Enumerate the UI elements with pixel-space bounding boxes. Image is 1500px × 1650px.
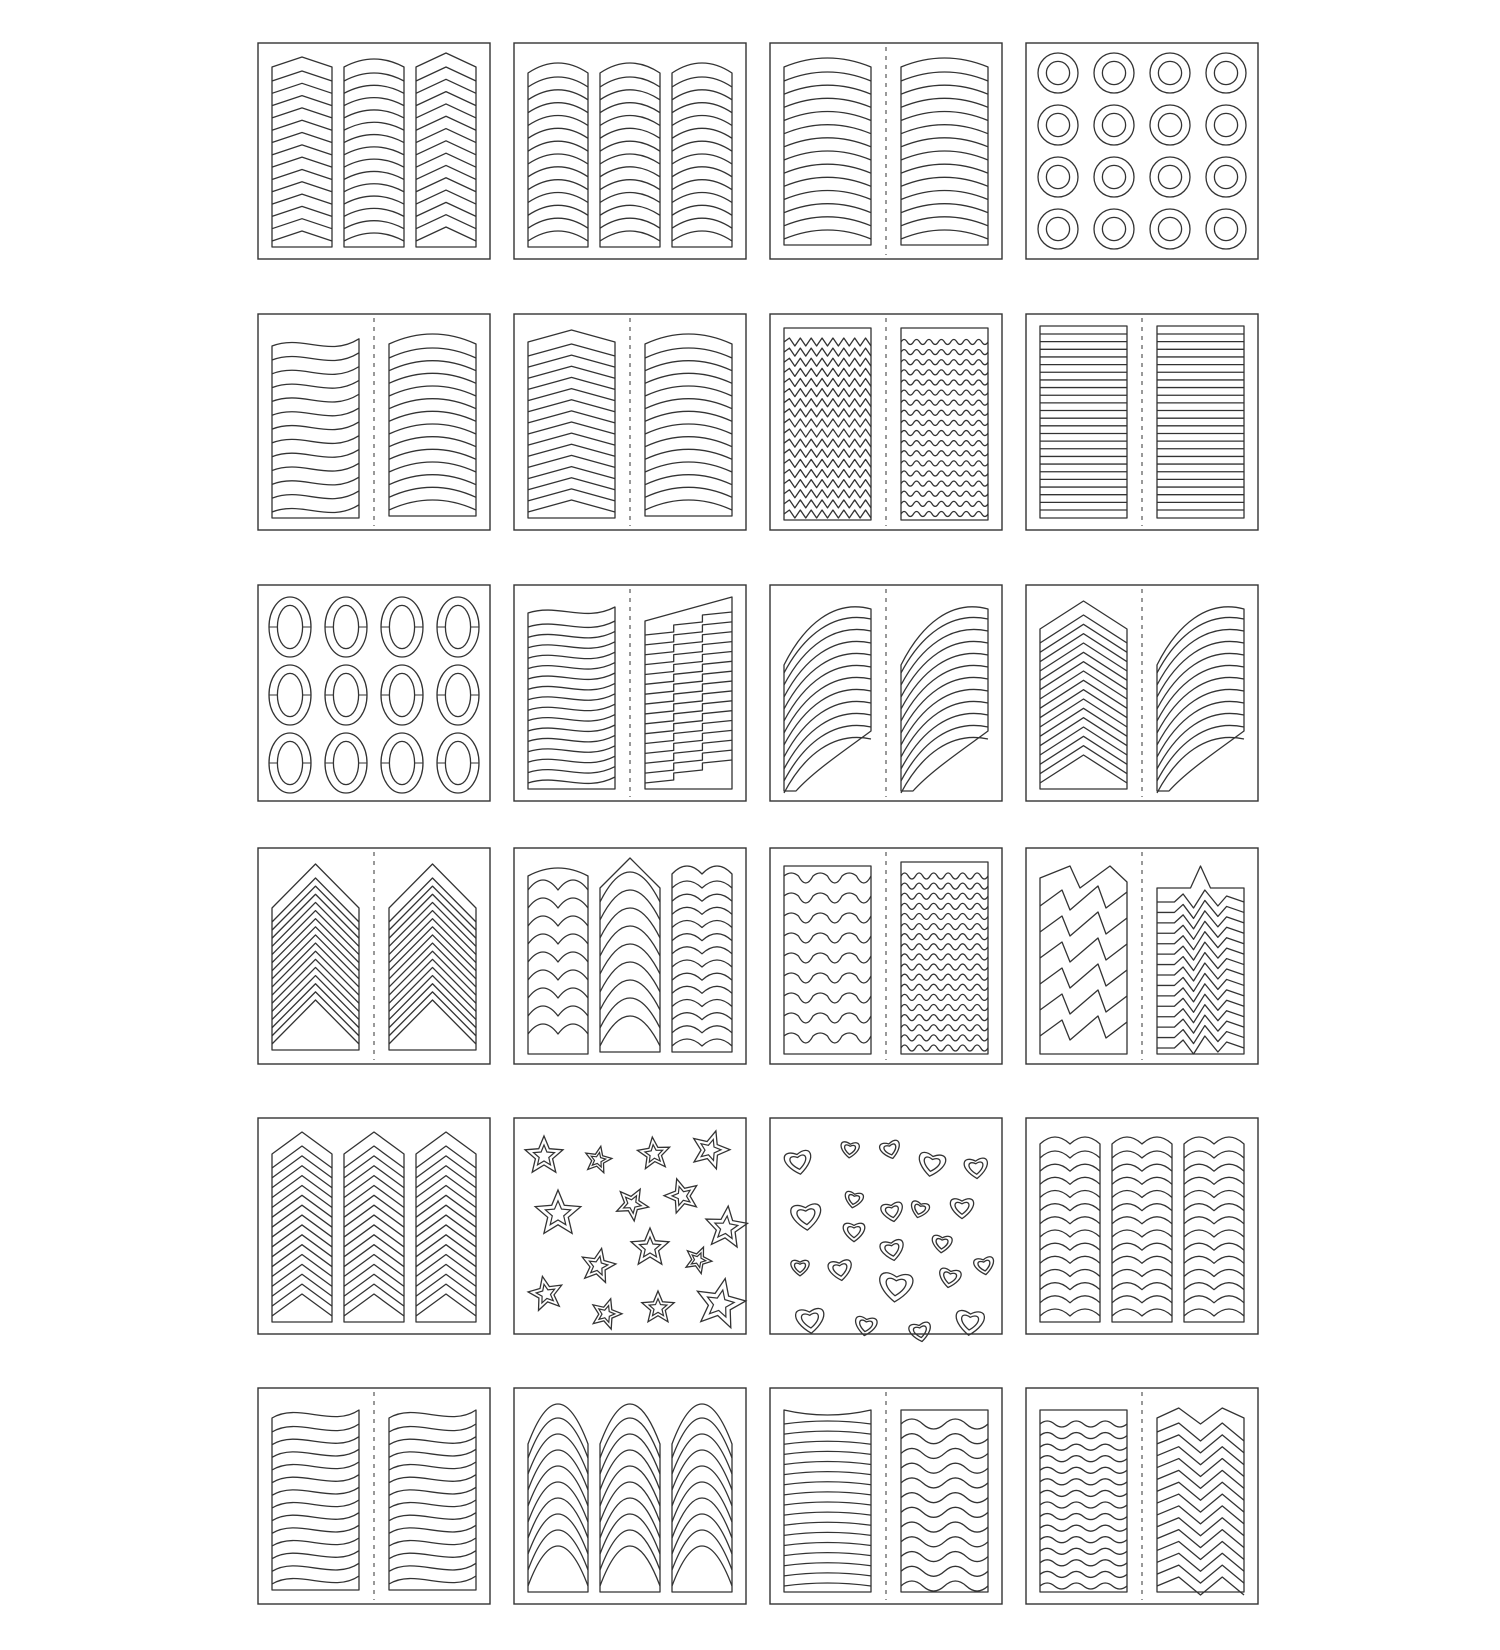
- stencil-frame: [514, 43, 746, 259]
- stencil-hearts: [770, 1118, 1002, 1343]
- stencil-m-curves-triple: [1026, 1118, 1258, 1334]
- stencil-frame: [1026, 43, 1258, 259]
- stencil-ovals-4x3: [258, 585, 490, 801]
- stencil-chevron-swoop: [1026, 585, 1258, 801]
- stencil-zigzag-wavy: [770, 314, 1002, 530]
- stencil-big-chevrons-double: [258, 848, 490, 1064]
- stencil-frame: [258, 1118, 490, 1334]
- stencil-frame: [258, 585, 490, 801]
- stencil-tilted-waves-steps: [514, 585, 746, 801]
- stencil-arcs-triple: [514, 43, 746, 259]
- stencil-chevron-arcs: [514, 314, 746, 530]
- stencil-chevrons-triple: [258, 1118, 490, 1334]
- stencil-chevron-curved-chevron: [258, 43, 490, 259]
- stencil-pointed-arches-triple: [514, 1388, 746, 1604]
- stencil-waves-zigzag: [1026, 1388, 1258, 1604]
- stencil-drips-waves: [770, 848, 1002, 1064]
- stencil-arcs-cap-waves: [770, 1388, 1002, 1604]
- stencil-s-waves-double: [258, 1388, 490, 1604]
- stencil-circles-4x4: [1026, 43, 1258, 259]
- stencil-frame: [258, 43, 490, 259]
- stencil-horizontal-lines: [1026, 314, 1258, 530]
- stencil-arcs-double: [770, 43, 1002, 259]
- stencil-swoops-double: [770, 585, 1002, 801]
- stencil-frame: [514, 848, 746, 1064]
- stencil-stars: [514, 1118, 748, 1334]
- stencil-frame: [1026, 1118, 1258, 1334]
- stencil-scallops-pointed-arches-mcurves: [514, 848, 746, 1064]
- stencil-frame: [514, 1388, 746, 1604]
- stencil-jagged-zigzag-columns: [1026, 848, 1258, 1064]
- stencil-waves-arcs: [258, 314, 490, 530]
